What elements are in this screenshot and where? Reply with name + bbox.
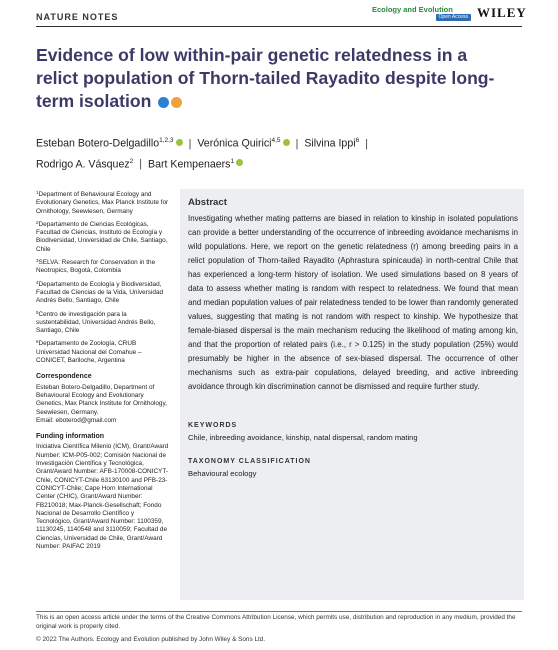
orcid-icon[interactable]	[176, 139, 183, 146]
journal-logo	[372, 6, 471, 20]
affiliation	[36, 338, 171, 365]
open-data-icon[interactable]	[171, 97, 182, 108]
author-sup: 2	[129, 157, 134, 165]
footer-divider	[36, 611, 522, 612]
taxonomy-heading: TAXONOMY CLASSIFICATION	[188, 458, 311, 465]
abstract-heading: Abstract	[188, 197, 227, 208]
affiliation	[36, 219, 171, 254]
author-separator: |	[365, 137, 368, 150]
affiliation	[36, 257, 171, 276]
author-sup: 4,5	[271, 137, 281, 144]
author-name[interactable]: Bart Kempenaers	[148, 158, 231, 171]
abstract-panel	[180, 189, 524, 600]
journal-logo-sub: Open Access	[436, 14, 471, 21]
affiliation-text: Departamento de Zoología, CRUB Universidad Nacional del Comahue – CONICET, Bariloche, Argentina	[36, 340, 142, 365]
affiliation	[36, 189, 171, 216]
journal-logo-main: Ecology and Evolution	[372, 5, 453, 14]
author-list	[36, 132, 516, 173]
author-separator: |	[139, 158, 143, 171]
author-name[interactable]: Silvina Ippi	[304, 137, 356, 150]
correspondence-heading: Correspondence	[36, 373, 92, 381]
article-title-text: Evidence of low within-pair genetic relatedness in a relict population of Thorn-tailed Rayadito despite long-term isolation	[36, 45, 495, 111]
orcid-icon[interactable]	[236, 159, 243, 166]
affiliation-number: 2	[36, 219, 39, 225]
affiliation-text: Centro de investigación para la sustentabilidad, Universidad Andrés Bello, Santiago, Chile	[36, 310, 156, 335]
orcid-icon[interactable]	[283, 139, 290, 146]
abstract-text: Investigating whether mating patterns are biased in relation to kinship in isolated populations can provide a better understanding of the occurrence of inbreeding avoidance mechanisms in wild populations. Here, we report on the genetic relatedness (r) among breeding pairs in a relict population of Thorn-tailed Rayadito (Aphrastura spinicauda) in north-central Chile that has experienced a long-term history of isolation. We used simulations based on 8 years of data to assess whether mating is random with respect to relatedness. We found that mean and median population values of pair relatedness tended to be lower than randomly generated values, suggesting that mating is not random with respect to kinship. We hypothesize that female-biased dispersal is the main mechanism reducing the likelihood of mating among kin, and that the proportion of related pairs (i.e., r > 0.125) in the study population (25%) would presumably be higher in the absence of sex-biased dispersal. The occurrence of other mechanisms such as extra-pair copulations, delayed breeding, and active inbreeding avoidance through kin discrimination cannot be dismissed and require further study.	[188, 214, 518, 391]
affiliation	[36, 309, 171, 336]
correspondence-email[interactable]: Email: eboterod@gmail.com	[36, 416, 117, 424]
open-access-icon[interactable]	[158, 97, 169, 108]
article-title	[36, 44, 506, 113]
license-text: This is an open access article under the terms of the Creative Commons Attribution License, which permits use, distribution and reproduction in any medium, provided the original work is properly cited.	[36, 614, 516, 630]
author-name[interactable]: Verónica Quirici	[197, 137, 272, 150]
funding-text: Iniciativa Científica Milenio (ICM), Grant/Award Number: ICM-P05-002; Comisión Nacional de Investigación Científica y Tecnológica, Grant/Award Number: AFB-170008-CONICYT-Chile, CONICYT-Chile 63130100 and PFB-23-CONICYT-Chile; Cape Horn International Center (CHIC), Grant/Award Number: FB210018; Max-Planck-Gesellschaft; Fondo Nacional de Desarrollo Científico y Tecnológico, Grant/Award Number: 1100359, 11130245, 1140548 and 3110059; Facultad de Ciencias, Universidad de Chile, Grant/Award Number: PAIFAC 2019	[36, 443, 169, 550]
author-name[interactable]: Esteban Botero-Delgadillo	[36, 137, 160, 150]
correspondence-text: Esteban Botero-Delgadillo, Department of Behavioural Ecology and Evolutionary Genetics, Max Planck Institute for Ornithology, Seewiesen, Germany.	[36, 383, 167, 416]
affiliation-number: 1	[36, 190, 39, 195]
affiliation-number: 3	[36, 258, 39, 264]
keywords-text: Chile, inbreeding avoidance, kinship, natal dispersal, random mating	[188, 433, 418, 442]
author-sup: 6	[355, 137, 360, 144]
author-sup: 1,2,3	[159, 137, 174, 144]
affiliation-text: Departamento de Ciencias Ecológicas, Facultad de Ciencias, Instituto de Ecología y Biodiversidad, Universidad de Chile, Santiago, Chile	[36, 220, 168, 253]
affiliations-column	[36, 189, 171, 551]
affiliation-number: 6	[36, 339, 39, 345]
author-separator: |	[295, 137, 299, 150]
author-name[interactable]: Rodrigo A. Vásquez	[36, 158, 130, 171]
funding-heading: Funding information	[36, 433, 105, 441]
header-divider	[36, 26, 522, 27]
affiliation-number: 5	[36, 309, 39, 315]
taxonomy-text: Behavioural ecology	[188, 469, 257, 478]
author-separator: |	[188, 137, 192, 150]
author-sup: 1	[230, 157, 235, 165]
affiliation-text: Department of Behavioural Ecology and Evolutionary Genetics, Max Planck Institute for Ornithology, Seewiesen, Germany	[36, 191, 169, 215]
publisher-logo: WILEY	[477, 5, 527, 20]
section-label: NATURE NOTES	[36, 12, 119, 22]
affiliation-number: 4	[36, 279, 39, 285]
affiliation-text: SELVA: Research for Conservation in the Neotropics, Bogotá, Colombia	[36, 259, 156, 275]
affiliation	[36, 279, 171, 306]
keywords-heading: KEYWORDS	[188, 422, 238, 429]
affiliation-text: Departamento de Ecología y Biodiversidad, Facultad de Ciencias de la Vida, Universidad Andrés Bello, Santiago, Chile	[36, 280, 164, 305]
copyright-text: © 2022 The Authors. Ecology and Evolution published by John Wiley & Sons Ltd.	[36, 636, 266, 643]
